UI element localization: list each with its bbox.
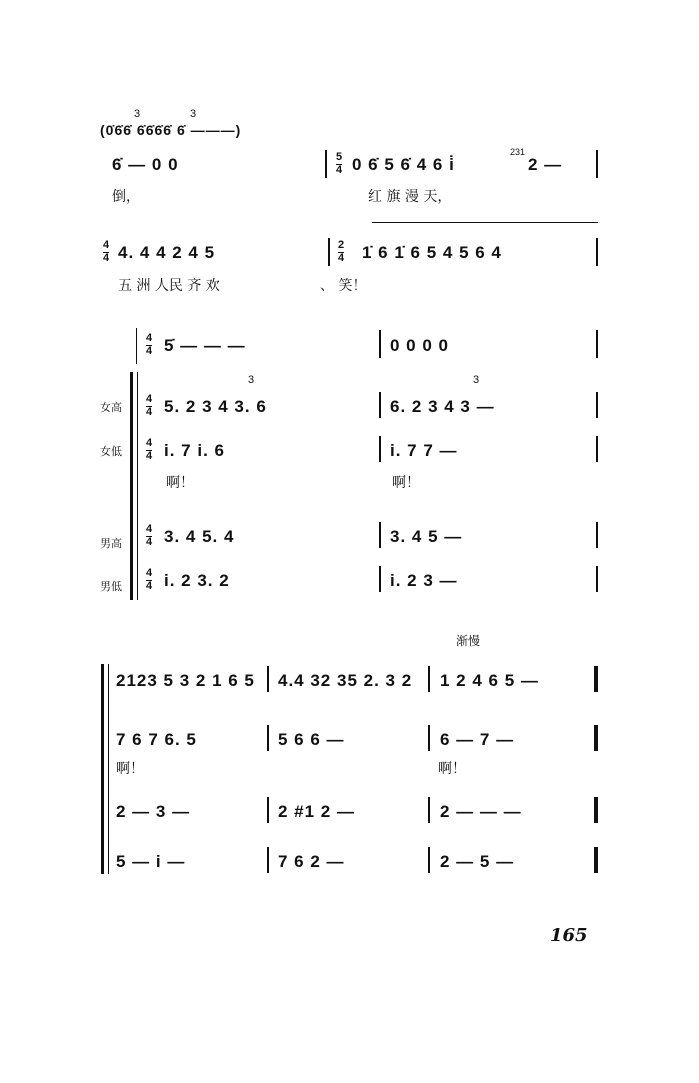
lyric-line: 、 笑！ — [320, 278, 367, 294]
melody-measure: 5̇ — — — — [164, 336, 246, 355]
barline — [428, 847, 430, 873]
choir-bracket-inner — [137, 372, 138, 600]
barline — [267, 666, 269, 692]
barline — [428, 797, 430, 823]
row-measure: 4.4 32 35 2. 3 2 — [278, 671, 413, 690]
melody-measure: 0 6̇ 5 6̇ 4 6 i̇ — [352, 155, 455, 174]
barline — [328, 238, 330, 266]
barline — [379, 566, 381, 592]
time-signature: 4 4 — [146, 393, 153, 418]
barline — [379, 392, 381, 418]
choir-bracket — [101, 664, 104, 874]
row-measure: 6 — 7 — — [440, 730, 515, 749]
barline — [379, 436, 381, 462]
melody-measure: 2 — — [528, 155, 563, 174]
final-barline — [594, 725, 598, 751]
barline — [596, 436, 598, 462]
part-measure: 3. 4 5 — — [390, 527, 463, 546]
barline — [267, 725, 269, 751]
barline — [325, 150, 327, 178]
choir-bracket-inner — [108, 664, 109, 874]
part-measure: i. 7 i. 6 — [164, 441, 225, 460]
row-measure: 5 6 6 — — [278, 730, 345, 749]
melody-measure: 6̇ — 0 0 — [112, 155, 179, 174]
part-measure: i. 2 3 — — [390, 571, 458, 590]
grace-notes: 231 — [510, 147, 526, 157]
part-measure: i. 7 7 — — [390, 441, 458, 460]
part-label-tenor: 男高 — [100, 537, 122, 550]
barline — [596, 238, 598, 266]
row-measure: 2 — 3 — — [116, 802, 191, 821]
melody-measure: 0 0 0 0 — [390, 336, 449, 355]
row-measure: 2123 5 3 2 1 6 5 — [116, 671, 255, 690]
barline — [428, 725, 430, 751]
melody-measure: 4. 4 4 2 4 5 — [118, 243, 216, 262]
time-signature: 5 4 — [336, 151, 343, 176]
part-measure: 6. 2 3 4 3 — — [390, 397, 495, 416]
part-label-soprano: 女高 — [100, 401, 122, 414]
part-label-bass: 男低 — [100, 580, 122, 593]
barline — [379, 330, 381, 358]
melody-measure: 1̇ 6 1̇ 6 5 4 5 6 4 — [362, 243, 502, 262]
final-barline — [594, 797, 598, 823]
part-lyric: 啊！ — [166, 475, 194, 491]
triplet-mark: 3 — [473, 374, 480, 386]
intro-line: (0̇6̇6̇ 6̇6̇6̇6̇ 6̇ ———) — [100, 122, 242, 138]
page-number: 165 — [550, 925, 588, 946]
time-signature: 2 4 — [338, 239, 345, 264]
time-signature: 4 4 — [146, 523, 153, 548]
time-signature: 4 4 — [103, 239, 110, 264]
triplet-mark: 3 — [134, 108, 141, 120]
row-measure: 1 2 4 6 5 — — [440, 671, 539, 690]
barline — [267, 847, 269, 873]
part-label-alto: 女低 — [100, 445, 122, 458]
part-lyric: 啊！ — [392, 475, 420, 491]
row-lyric: 啊！ — [438, 761, 466, 777]
part-measure: i. 2 3. 2 — [164, 571, 230, 590]
final-barline — [594, 666, 598, 692]
row-lyric: 啊！ — [116, 761, 144, 777]
lyric-line: 红 旗 漫 天， — [368, 189, 452, 205]
part-measure: 3. 4 5. 4 — [164, 527, 235, 546]
row-measure: 5 — i — — [116, 852, 186, 871]
lyric-line: 倒， — [112, 189, 140, 205]
row-measure: 2 #1 2 — — [278, 802, 355, 821]
barline — [267, 797, 269, 823]
phrase-slur — [372, 222, 598, 223]
barline — [596, 392, 598, 418]
barline — [596, 330, 598, 358]
row-measure: 2 — — — — [440, 802, 522, 821]
barline — [596, 522, 598, 548]
barline — [428, 666, 430, 692]
time-signature: 4 4 — [146, 332, 153, 357]
barline — [596, 150, 598, 178]
choir-bracket — [130, 372, 133, 600]
lyric-line: 五 洲 人民 齐 欢 — [118, 278, 220, 294]
part-measure: 5. 2 3 4 3. 6 — [164, 397, 267, 416]
final-barline — [594, 847, 598, 873]
triplet-mark: 3 — [248, 374, 255, 386]
row-measure: 7 6 7 6. 5 — [116, 730, 197, 749]
triplet-mark: 3 — [190, 108, 197, 120]
row-measure: 2 — 5 — — [440, 852, 515, 871]
barline — [596, 566, 598, 592]
system-bracket — [136, 328, 137, 364]
time-signature: 4 4 — [146, 437, 153, 462]
row-measure: 7 6 2 — — [278, 852, 345, 871]
barline — [379, 522, 381, 548]
time-signature: 4 4 — [146, 567, 153, 592]
tempo-marking: 渐慢 — [456, 634, 481, 648]
